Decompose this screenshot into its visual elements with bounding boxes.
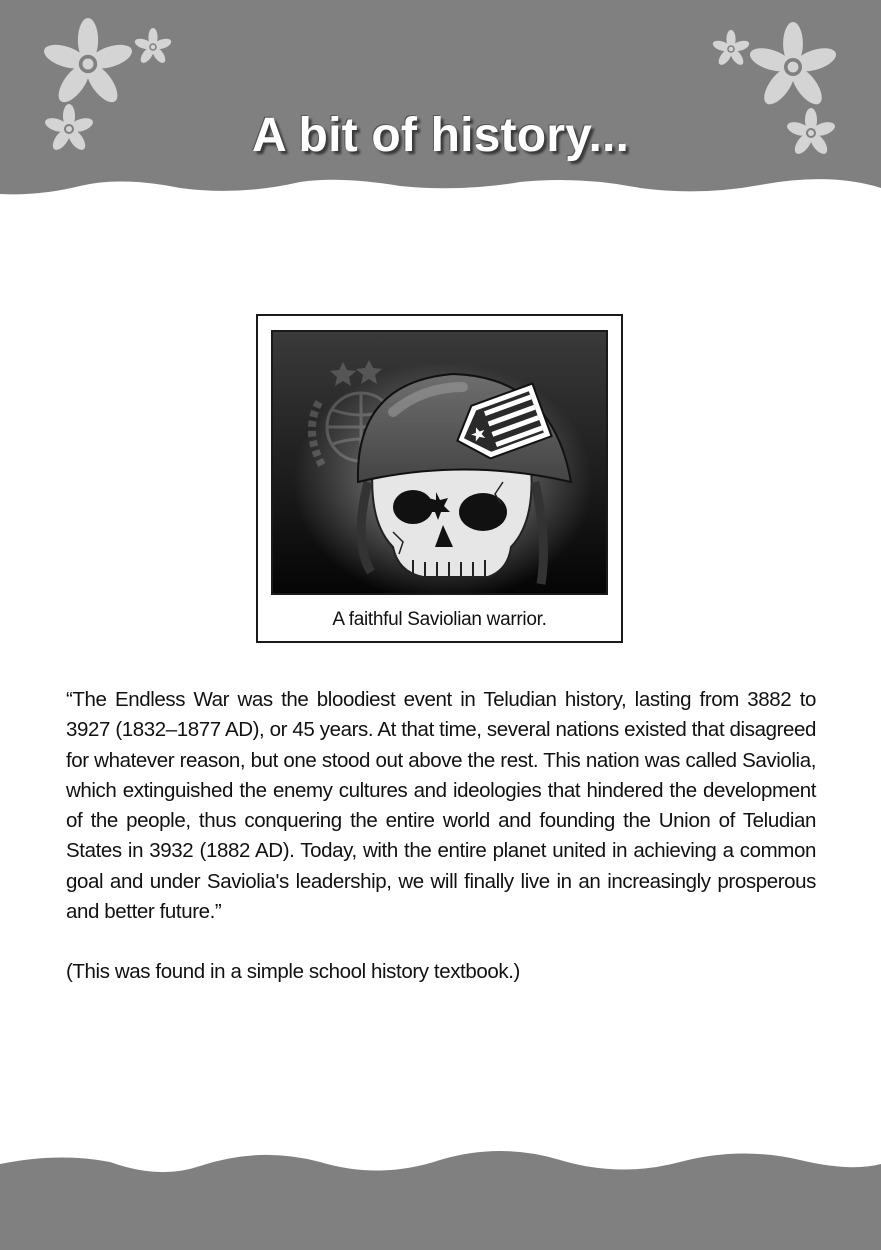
quote-paragraph: “The Endless War was the bloodiest event in Teludian history, lasting from 3882 to 3927 (1832–1877 AD), or 45 years. At that time, several nations existed that disagreed for whatever reason, but one stood out above the rest. This nation was called Saviolia, which extinguished the enemy cultures and ideologies that hindered the development of the people, thus conquering the entire world and founding the Union of Teludian States in 3932 (1882 AD). Today, with the entire planet united in achieving a common goal and under Saviolia's leadership, we will finally live in an increasingly prosperous and better future.” — [66, 688, 816, 924]
figure-frame — [256, 314, 623, 643]
figure-caption: A faithful Saviolian warrior. — [332, 609, 547, 630]
flower-icon — [748, 22, 838, 112]
skull-helmet-icon — [273, 332, 606, 593]
note-paragraph: (This was found in a simple school history textbook.) — [66, 960, 520, 983]
flower-icon — [712, 30, 750, 68]
footer-banner — [0, 1140, 881, 1250]
flower-icon — [134, 28, 172, 66]
skull-helmet-illustration — [271, 330, 608, 595]
flower-icon — [42, 18, 134, 110]
page-title: A bit of history... — [251, 109, 630, 163]
